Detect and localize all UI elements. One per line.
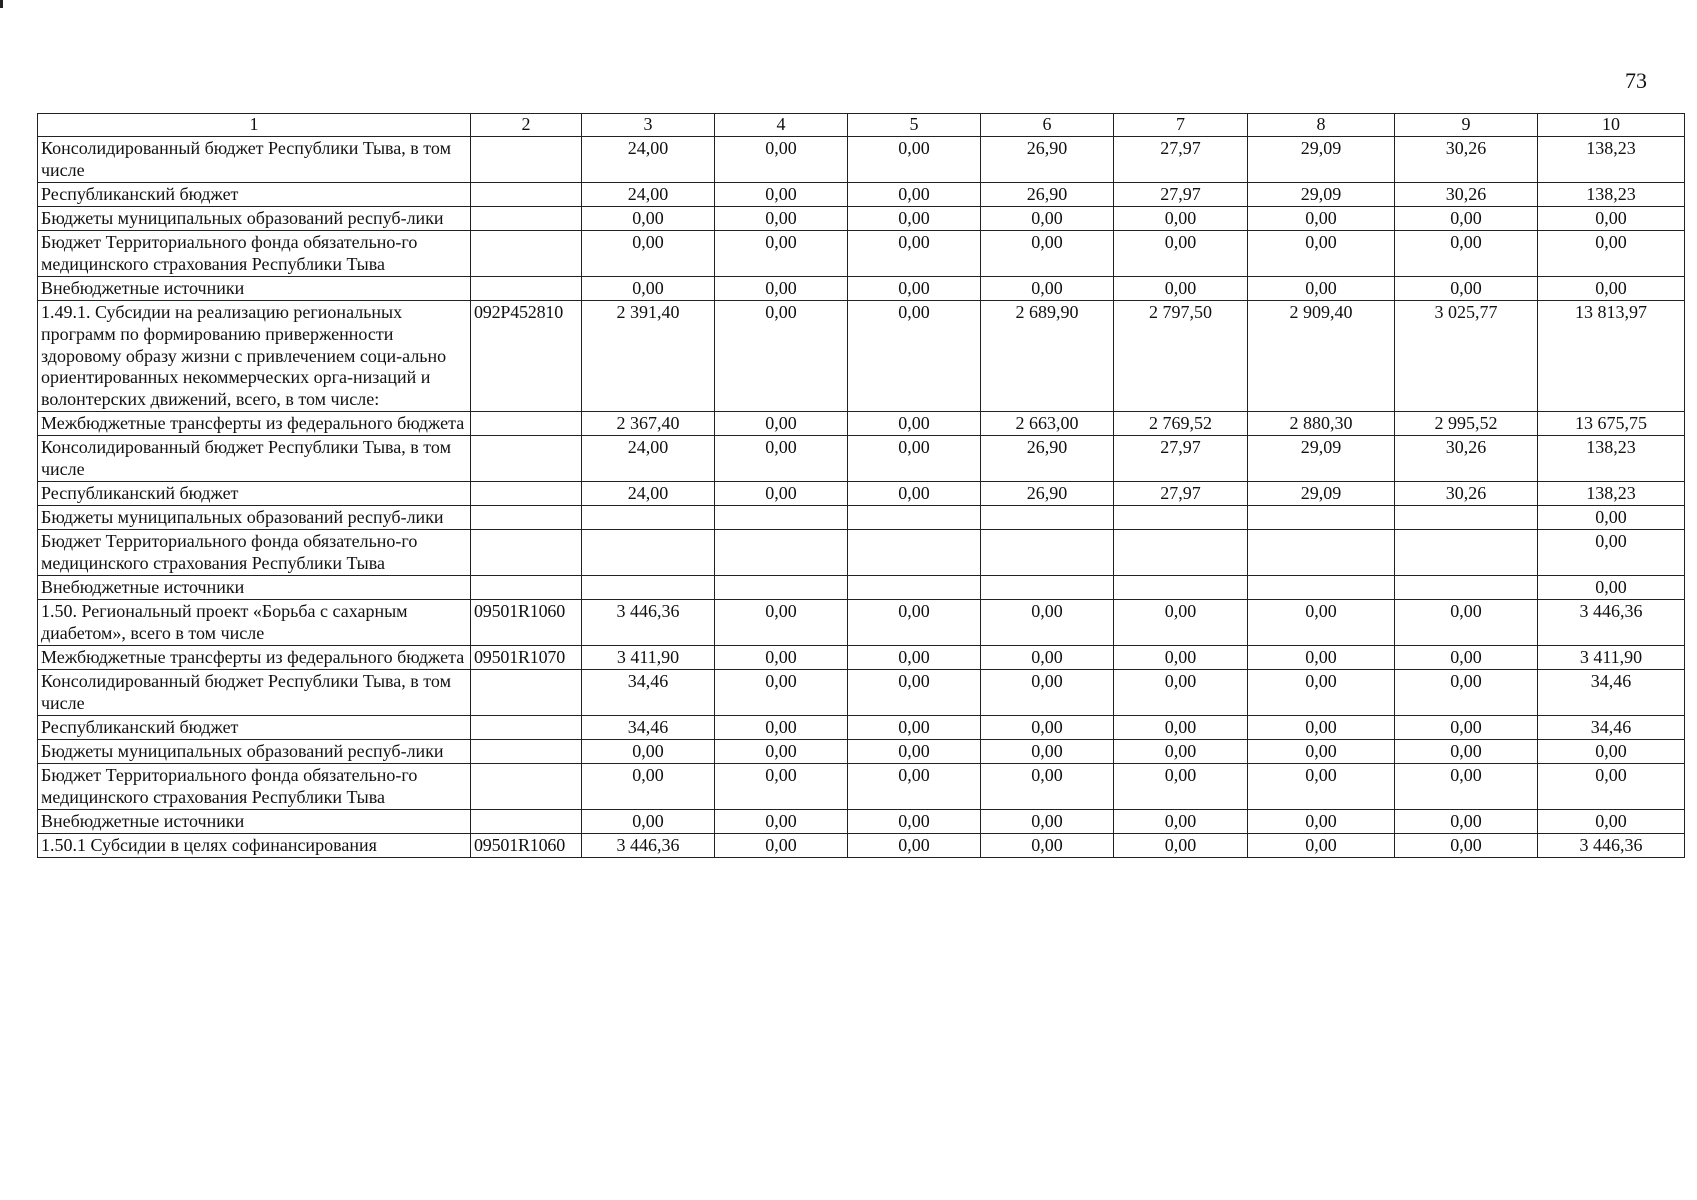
row-label: Республиканский бюджет — [38, 482, 471, 506]
budget-code — [471, 436, 582, 482]
value-cell-col-10: 0,00 — [1538, 576, 1685, 600]
row-label: Республиканский бюджет — [38, 715, 471, 739]
row-label: Внебюджетные источники — [38, 576, 471, 600]
value-cell-col-7: 0,00 — [1114, 645, 1248, 669]
column-header-2: 2 — [471, 114, 582, 137]
value-cell-col-8: 29,09 — [1248, 182, 1395, 206]
value-cell-col-10: 3 446,36 — [1538, 833, 1685, 857]
value-cell-col-10: 0,00 — [1538, 739, 1685, 763]
value-cell-col-8: 29,09 — [1248, 136, 1395, 182]
budget-code — [471, 763, 582, 809]
value-cell-col-10: 3 446,36 — [1538, 600, 1685, 646]
value-cell-col-7: 27,97 — [1114, 136, 1248, 182]
column-header-7: 7 — [1114, 114, 1248, 137]
value-cell-col-9: 30,26 — [1395, 482, 1538, 506]
value-cell-col-7: 0,00 — [1114, 230, 1248, 276]
value-cell-col-6: 0,00 — [981, 763, 1114, 809]
row-label: Республиканский бюджет — [38, 182, 471, 206]
value-cell-col-10: 138,23 — [1538, 136, 1685, 182]
value-cell-col-5: 0,00 — [848, 645, 981, 669]
table-row — [38, 763, 1685, 809]
value-cell-col-5: 0,00 — [848, 482, 981, 506]
column-header-4: 4 — [715, 114, 848, 137]
value-cell-col-3: 24,00 — [582, 136, 715, 182]
value-cell-col-6: 0,00 — [981, 809, 1114, 833]
column-header-1: 1 — [38, 114, 471, 137]
value-cell-col-5: 0,00 — [848, 276, 981, 300]
table-row — [38, 506, 1685, 530]
table-row — [38, 739, 1685, 763]
row-label: Бюджеты муниципальных образований респуб-лики — [38, 206, 471, 230]
value-cell-col-6: 0,00 — [981, 715, 1114, 739]
column-header-10: 10 — [1538, 114, 1685, 137]
table-row — [38, 300, 1685, 412]
value-cell-col-5 — [848, 530, 981, 576]
value-cell-col-3: 0,00 — [582, 739, 715, 763]
row-label: Бюджет Территориального фонда обязательно-го медицинского страхования Республики Тыва — [38, 230, 471, 276]
value-cell-col-6 — [981, 506, 1114, 530]
row-label: Консолидированный бюджет Республики Тыва, в том числе — [38, 436, 471, 482]
row-label: Бюджеты муниципальных образований респуб-лики — [38, 739, 471, 763]
value-cell-col-6: 0,00 — [981, 645, 1114, 669]
value-cell-col-7: 0,00 — [1114, 669, 1248, 715]
value-cell-col-8: 0,00 — [1248, 206, 1395, 230]
value-cell-col-7 — [1114, 506, 1248, 530]
value-cell-col-9: 30,26 — [1395, 182, 1538, 206]
value-cell-col-5: 0,00 — [848, 300, 981, 412]
value-cell-col-3: 24,00 — [582, 182, 715, 206]
row-label: Бюджет Территориального фонда обязательно-го медицинского страхования Республики Тыва — [38, 530, 471, 576]
value-cell-col-8: 0,00 — [1248, 276, 1395, 300]
value-cell-col-7: 27,97 — [1114, 182, 1248, 206]
value-cell-col-4: 0,00 — [715, 300, 848, 412]
value-cell-col-7: 0,00 — [1114, 715, 1248, 739]
value-cell-col-3: 3 446,36 — [582, 600, 715, 646]
value-cell-col-7: 0,00 — [1114, 739, 1248, 763]
value-cell-col-8: 0,00 — [1248, 715, 1395, 739]
value-cell-col-6: 2 663,00 — [981, 412, 1114, 436]
row-label: Консолидированный бюджет Республики Тыва, в том числе — [38, 669, 471, 715]
value-cell-col-7 — [1114, 576, 1248, 600]
value-cell-col-8: 0,00 — [1248, 645, 1395, 669]
value-cell-col-7: 0,00 — [1114, 600, 1248, 646]
value-cell-col-10: 34,46 — [1538, 715, 1685, 739]
value-cell-col-4: 0,00 — [715, 600, 848, 646]
value-cell-col-8 — [1248, 530, 1395, 576]
table-row — [38, 833, 1685, 857]
row-label: Межбюджетные трансферты из федерального бюджета — [38, 412, 471, 436]
value-cell-col-9: 0,00 — [1395, 833, 1538, 857]
value-cell-col-4: 0,00 — [715, 669, 848, 715]
value-cell-col-9: 3 025,77 — [1395, 300, 1538, 412]
value-cell-col-4: 0,00 — [715, 763, 848, 809]
value-cell-col-6: 0,00 — [981, 230, 1114, 276]
value-cell-col-6: 0,00 — [981, 276, 1114, 300]
table-row — [38, 276, 1685, 300]
value-cell-col-9: 2 995,52 — [1395, 412, 1538, 436]
value-cell-col-6: 0,00 — [981, 739, 1114, 763]
budget-code — [471, 739, 582, 763]
budget-code — [471, 412, 582, 436]
value-cell-col-5 — [848, 576, 981, 600]
value-cell-col-3: 0,00 — [582, 206, 715, 230]
value-cell-col-5: 0,00 — [848, 833, 981, 857]
value-cell-col-10: 138,23 — [1538, 436, 1685, 482]
value-cell-col-3: 3 446,36 — [582, 833, 715, 857]
value-cell-col-8: 0,00 — [1248, 809, 1395, 833]
budget-code: 09501R1060 — [471, 600, 582, 646]
value-cell-col-8: 29,09 — [1248, 436, 1395, 482]
table-row — [38, 230, 1685, 276]
budget-code — [471, 206, 582, 230]
value-cell-col-10: 0,00 — [1538, 230, 1685, 276]
value-cell-col-10: 3 411,90 — [1538, 645, 1685, 669]
value-cell-col-9: 0,00 — [1395, 763, 1538, 809]
column-header-9: 9 — [1395, 114, 1538, 137]
value-cell-col-5: 0,00 — [848, 182, 981, 206]
value-cell-col-10: 0,00 — [1538, 506, 1685, 530]
value-cell-col-9 — [1395, 506, 1538, 530]
value-cell-col-4: 0,00 — [715, 715, 848, 739]
row-label: Консолидированный бюджет Республики Тыва, в том числе — [38, 136, 471, 182]
value-cell-col-3: 34,46 — [582, 715, 715, 739]
value-cell-col-5: 0,00 — [848, 230, 981, 276]
value-cell-col-5: 0,00 — [848, 436, 981, 482]
value-cell-col-7: 0,00 — [1114, 206, 1248, 230]
table-row — [38, 412, 1685, 436]
value-cell-col-9: 0,00 — [1395, 230, 1538, 276]
value-cell-col-3: 24,00 — [582, 436, 715, 482]
value-cell-col-5: 0,00 — [848, 739, 981, 763]
column-header-6: 6 — [981, 114, 1114, 137]
value-cell-col-8: 0,00 — [1248, 739, 1395, 763]
value-cell-col-10: 138,23 — [1538, 182, 1685, 206]
value-cell-col-3: 2 391,40 — [582, 300, 715, 412]
value-cell-col-6: 0,00 — [981, 669, 1114, 715]
value-cell-col-9: 0,00 — [1395, 739, 1538, 763]
value-cell-col-8: 29,09 — [1248, 482, 1395, 506]
value-cell-col-10: 34,46 — [1538, 669, 1685, 715]
value-cell-col-10: 0,00 — [1538, 530, 1685, 576]
value-cell-col-8 — [1248, 576, 1395, 600]
value-cell-col-3: 34,46 — [582, 669, 715, 715]
value-cell-col-4: 0,00 — [715, 809, 848, 833]
value-cell-col-10: 0,00 — [1538, 206, 1685, 230]
value-cell-col-5: 0,00 — [848, 809, 981, 833]
row-label: 1.50.1 Субсидии в целях софинансирования — [38, 833, 471, 857]
value-cell-col-6: 2 689,90 — [981, 300, 1114, 412]
value-cell-col-4: 0,00 — [715, 206, 848, 230]
value-cell-col-7: 0,00 — [1114, 763, 1248, 809]
value-cell-col-7: 2 769,52 — [1114, 412, 1248, 436]
value-cell-col-6: 0,00 — [981, 206, 1114, 230]
budget-code — [471, 809, 582, 833]
value-cell-col-6: 0,00 — [981, 600, 1114, 646]
budget-code — [471, 530, 582, 576]
table-row — [38, 715, 1685, 739]
value-cell-col-5: 0,00 — [848, 600, 981, 646]
budget-code — [471, 182, 582, 206]
row-label: Бюджет Территориального фонда обязательно-го медицинского страхования Республики Тыва — [38, 763, 471, 809]
budget-code — [471, 669, 582, 715]
row-label: 1.49.1. Субсидии на реализацию региональных программ по формированию приверженности здоровому образу жизни с привлечением соци-ально ориентированных некоммерческих орга-низаций и волонтерских движений, всего, в том числе: — [38, 300, 471, 412]
value-cell-col-5: 0,00 — [848, 763, 981, 809]
column-header-8: 8 — [1248, 114, 1395, 137]
value-cell-col-10: 13 675,75 — [1538, 412, 1685, 436]
row-label: 1.50. Региональный проект «Борьба с сахарным диабетом», всего в том числе — [38, 600, 471, 646]
budget-code — [471, 576, 582, 600]
value-cell-col-10: 13 813,97 — [1538, 300, 1685, 412]
value-cell-col-3: 0,00 — [582, 276, 715, 300]
value-cell-col-9: 0,00 — [1395, 715, 1538, 739]
value-cell-col-8: 0,00 — [1248, 763, 1395, 809]
scan-corner-mark — [0, 0, 3, 8]
value-cell-col-9: 0,00 — [1395, 645, 1538, 669]
table-row — [38, 136, 1685, 182]
budget-code — [471, 276, 582, 300]
column-header-3: 3 — [582, 114, 715, 137]
value-cell-col-5: 0,00 — [848, 206, 981, 230]
table-row — [38, 809, 1685, 833]
value-cell-col-8: 0,00 — [1248, 600, 1395, 646]
value-cell-col-7: 2 797,50 — [1114, 300, 1248, 412]
value-cell-col-3: 0,00 — [582, 809, 715, 833]
row-label: Внебюджетные источники — [38, 809, 471, 833]
value-cell-col-8: 0,00 — [1248, 230, 1395, 276]
page-number: 73 — [1625, 68, 1647, 93]
budget-code — [471, 136, 582, 182]
value-cell-col-8: 2 909,40 — [1248, 300, 1395, 412]
table-row — [38, 206, 1685, 230]
row-label: Бюджеты муниципальных образований респуб-лики — [38, 506, 471, 530]
value-cell-col-7: 27,97 — [1114, 482, 1248, 506]
budget-code: 09501R1070 — [471, 645, 582, 669]
value-cell-col-6 — [981, 530, 1114, 576]
budget-code: 092P452810 — [471, 300, 582, 412]
value-cell-col-4: 0,00 — [715, 412, 848, 436]
value-cell-col-9: 30,26 — [1395, 436, 1538, 482]
value-cell-col-4: 0,00 — [715, 482, 848, 506]
value-cell-col-8: 2 880,30 — [1248, 412, 1395, 436]
table-row — [38, 576, 1685, 600]
value-cell-col-9: 0,00 — [1395, 669, 1538, 715]
row-label: Внебюджетные источники — [38, 276, 471, 300]
value-cell-col-5: 0,00 — [848, 412, 981, 436]
value-cell-col-4: 0,00 — [715, 436, 848, 482]
budget-code: 09501R1060 — [471, 833, 582, 857]
value-cell-col-10: 138,23 — [1538, 482, 1685, 506]
value-cell-col-8: 0,00 — [1248, 669, 1395, 715]
value-cell-col-4: 0,00 — [715, 276, 848, 300]
value-cell-col-5 — [848, 506, 981, 530]
value-cell-col-8: 0,00 — [1248, 833, 1395, 857]
value-cell-col-7: 0,00 — [1114, 276, 1248, 300]
value-cell-col-5: 0,00 — [848, 669, 981, 715]
column-header-5: 5 — [848, 114, 981, 137]
value-cell-col-9: 30,26 — [1395, 136, 1538, 182]
budget-code — [471, 230, 582, 276]
value-cell-col-10: 0,00 — [1538, 809, 1685, 833]
value-cell-col-7: 0,00 — [1114, 833, 1248, 857]
value-cell-col-9 — [1395, 576, 1538, 600]
value-cell-col-5: 0,00 — [848, 136, 981, 182]
budget-code — [471, 715, 582, 739]
table-row — [38, 436, 1685, 482]
table-row — [38, 182, 1685, 206]
value-cell-col-3 — [582, 530, 715, 576]
value-cell-col-3: 24,00 — [582, 482, 715, 506]
value-cell-col-3 — [582, 506, 715, 530]
budget-code — [471, 482, 582, 506]
value-cell-col-9: 0,00 — [1395, 276, 1538, 300]
value-cell-col-6: 26,90 — [981, 436, 1114, 482]
value-cell-col-6: 0,00 — [981, 833, 1114, 857]
value-cell-col-6 — [981, 576, 1114, 600]
value-cell-col-6: 26,90 — [981, 482, 1114, 506]
budget-table — [37, 113, 1685, 858]
value-cell-col-4: 0,00 — [715, 182, 848, 206]
value-cell-col-4: 0,00 — [715, 136, 848, 182]
row-label: Межбюджетные трансферты из федерального бюджета — [38, 645, 471, 669]
value-cell-col-9 — [1395, 530, 1538, 576]
value-cell-col-9: 0,00 — [1395, 206, 1538, 230]
table-body — [38, 136, 1685, 857]
table-row — [38, 645, 1685, 669]
table-row — [38, 669, 1685, 715]
value-cell-col-3: 2 367,40 — [582, 412, 715, 436]
value-cell-col-3 — [582, 576, 715, 600]
value-cell-col-4 — [715, 506, 848, 530]
value-cell-col-9: 0,00 — [1395, 600, 1538, 646]
value-cell-col-6: 26,90 — [981, 136, 1114, 182]
value-cell-col-4 — [715, 576, 848, 600]
value-cell-col-4: 0,00 — [715, 230, 848, 276]
table-header — [38, 114, 1685, 137]
value-cell-col-4: 0,00 — [715, 645, 848, 669]
value-cell-col-9: 0,00 — [1395, 809, 1538, 833]
table-row — [38, 600, 1685, 646]
header-row — [38, 114, 1685, 137]
value-cell-col-3: 3 411,90 — [582, 645, 715, 669]
value-cell-col-4: 0,00 — [715, 739, 848, 763]
value-cell-col-10: 0,00 — [1538, 763, 1685, 809]
table-row — [38, 482, 1685, 506]
table-row — [38, 530, 1685, 576]
value-cell-col-3: 0,00 — [582, 763, 715, 809]
budget-code — [471, 506, 582, 530]
value-cell-col-3: 0,00 — [582, 230, 715, 276]
value-cell-col-6: 26,90 — [981, 182, 1114, 206]
value-cell-col-8 — [1248, 506, 1395, 530]
value-cell-col-7 — [1114, 530, 1248, 576]
value-cell-col-4: 0,00 — [715, 833, 848, 857]
value-cell-col-5: 0,00 — [848, 715, 981, 739]
value-cell-col-10: 0,00 — [1538, 276, 1685, 300]
value-cell-col-4 — [715, 530, 848, 576]
value-cell-col-7: 27,97 — [1114, 436, 1248, 482]
value-cell-col-7: 0,00 — [1114, 809, 1248, 833]
